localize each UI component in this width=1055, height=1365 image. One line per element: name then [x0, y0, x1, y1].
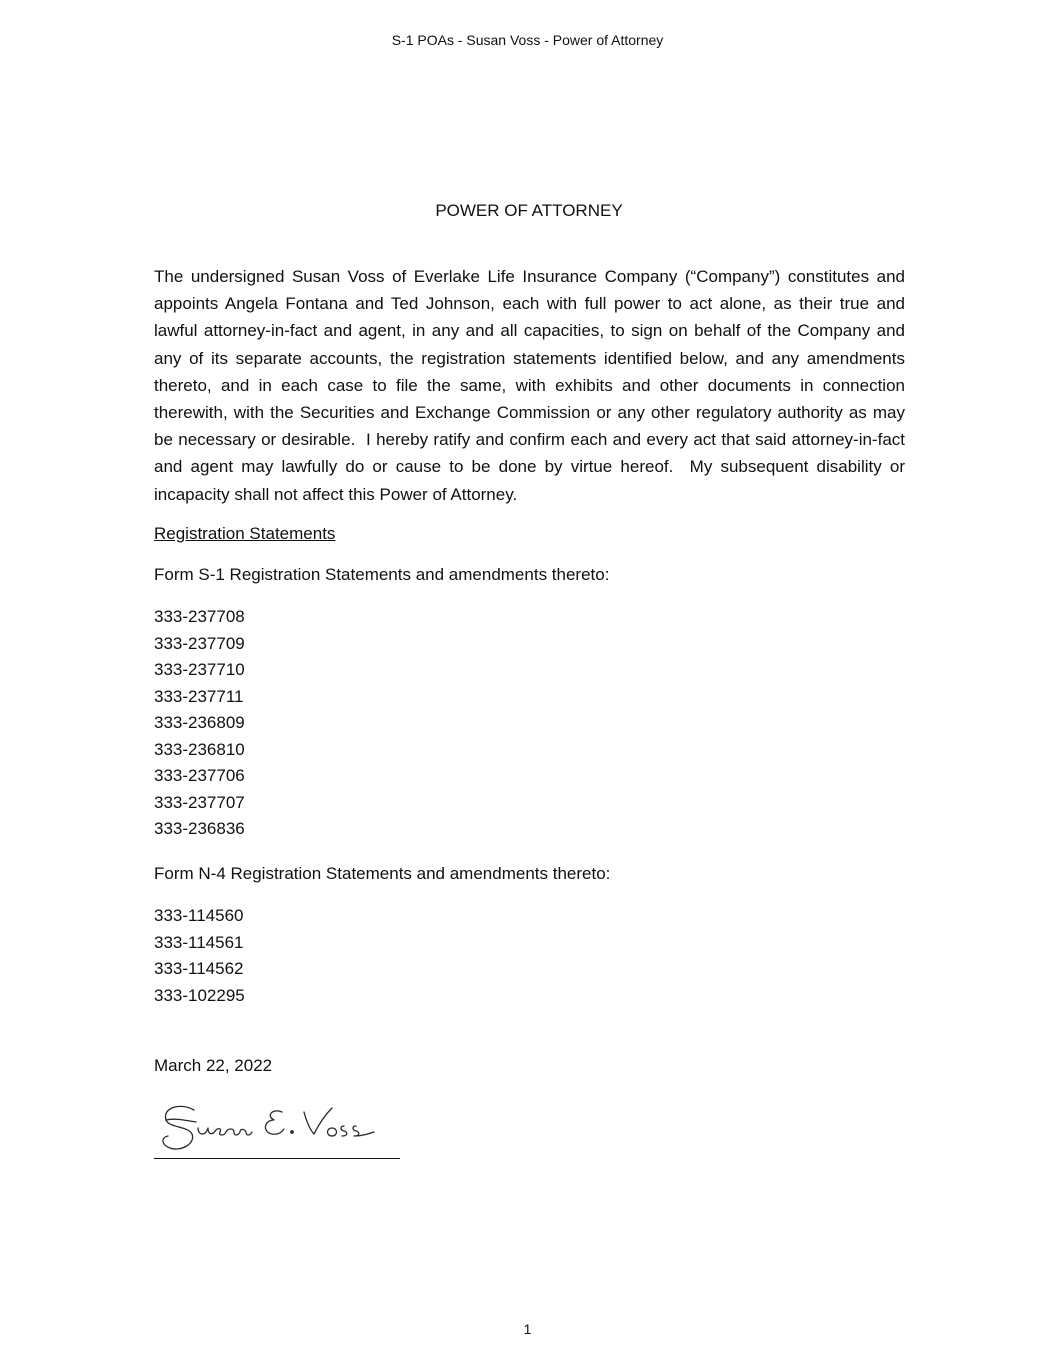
n4-registration-number: 333-114560 [154, 906, 244, 925]
s1-registration-number: 333-236809 [154, 713, 245, 732]
s1-registration-number: 333-237710 [154, 660, 245, 679]
form-n4-heading: Form N-4 Registration Statements and amendments thereto: [154, 864, 611, 883]
s1-registration-number: 333-237707 [154, 792, 245, 812]
handwritten-signature [154, 1098, 384, 1156]
document-title: POWER OF ATTORNEY [435, 201, 623, 220]
page-number: 1 [523, 1321, 532, 1337]
s1-registration-number: 333-237706 [154, 766, 245, 785]
n4-registration-number: 333-102295 [154, 985, 245, 1005]
s1-registration-number: 333-236836 [154, 819, 245, 838]
running-header: S-1 POAs - Susan Voss - Power of Attorney [391, 32, 664, 48]
s1-registration-number: 333-237709 [154, 633, 245, 653]
form-n4-list [154, 903, 245, 1009]
registration-statements-heading: Registration Statements [154, 524, 336, 543]
s1-registration-number: 333-237711 [154, 686, 244, 706]
form-s1-list [154, 604, 245, 843]
n4-registration-number: 333-114561 [154, 932, 244, 952]
signature-date: March 22, 2022 [154, 1056, 273, 1075]
signature-line [154, 1158, 400, 1159]
form-s1-heading: Form S-1 Registration Statements and amendments thereto: [154, 565, 610, 584]
n4-registration-number: 333-114562 [154, 959, 244, 978]
s1-registration-number: 333-237708 [154, 607, 245, 626]
body-paragraph: The undersigned Susan Voss of Everlake Life Insurance Company (“Company”) constitutes and appoints Angela Fontana and Ted Johnson, each with full power to act alone, as their true and lawful attorney-in-fact and agent, in any and all capacities, to sign on behalf of the Company and any of its separate accounts, the registration statements identified below, and any amendments thereto, and in each case to file the same, with exhibits and other documents in connection therewith, with the Securities and Exchange Commission or any other regulatory authority as may be necessary or desirable. I hereby ratify and confirm each and every act that said attorney-in-fact and agent may lawfully do or cause to be done by virtue hereof. My subsequent disability or incapacity shall not affect this Power of Attorney. [154, 267, 905, 504]
s1-registration-number: 333-236810 [154, 739, 245, 759]
